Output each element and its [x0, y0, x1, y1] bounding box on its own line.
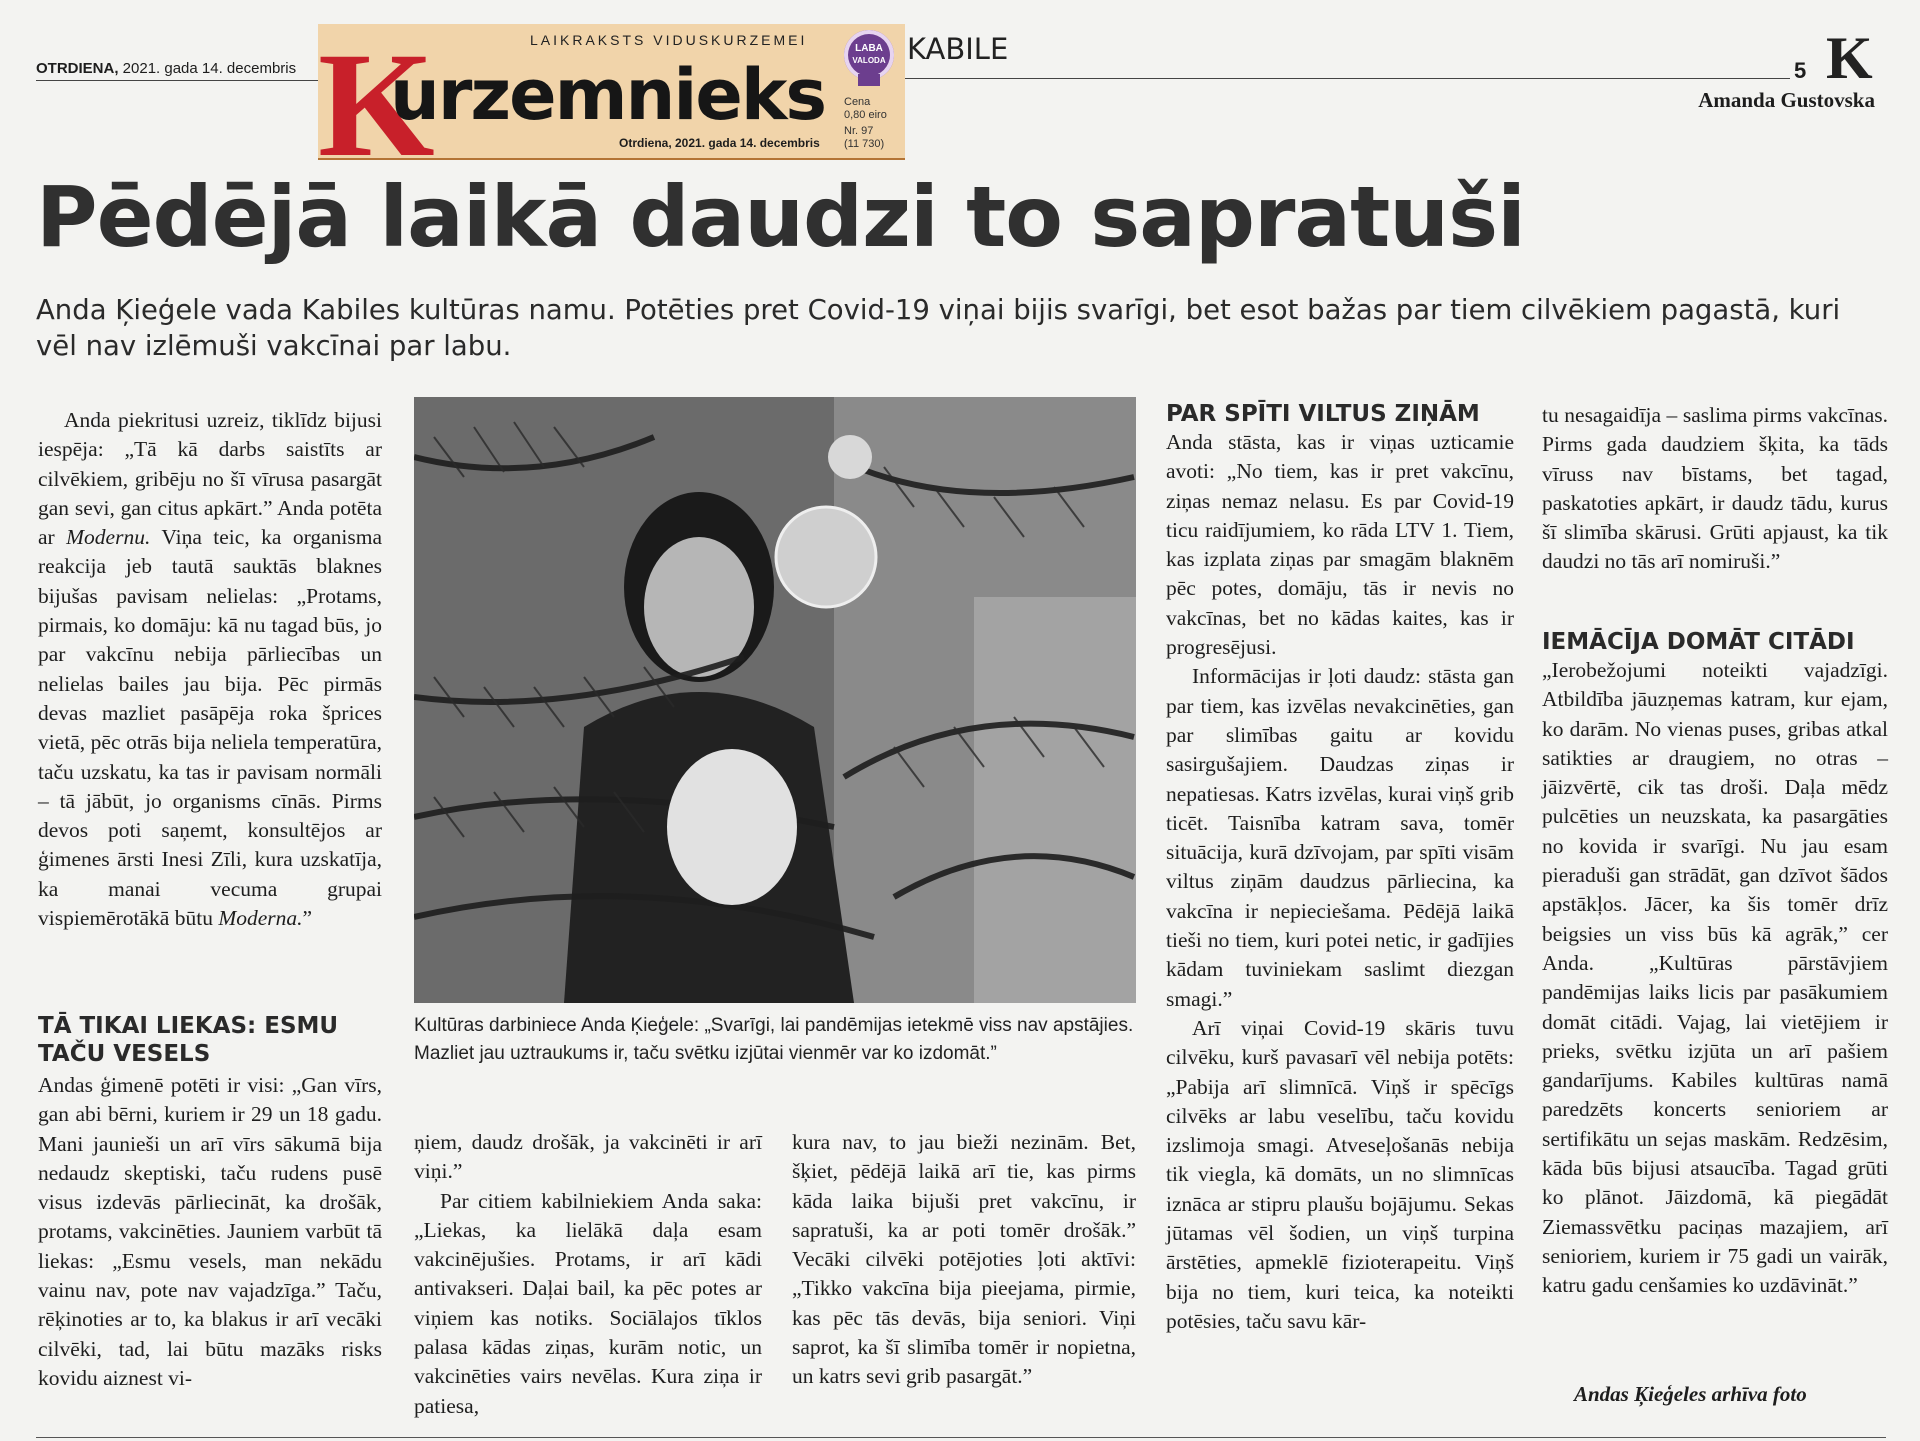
paragraph: Par citiem kabilniekiem Anda saka: „Liekas, ka lielākā daļa esam vakcinējušies. Protams, ir arī kādi antivakseri. Daļai bail, ka pēc potes ar viņiem kas notiks. Sociālajos tīklos palasa kādas ziņas, kurām notic, un vakcinēties vairs nevēlas. Kura ziņa ir patiesa, — [414, 1188, 762, 1418]
paragraph: Andas ģimenē potēti ir visi: „Gan vīrs, gan abi bērni, kuriem ir 29 un 18 gadu. Mani jaunieši un arī vīrs sākumā bija nedaudz skeptiski, taču rudens pusē visus izdevās pārliecināt, ka drošāk, protams, vakcinēties. Jauniem varbūt tā liekas: „Esmu vesels, man nekādu vainu nav, pote nav vajadzīga.” Taču, rēķinoties ar to, ka blakus ir arī vecāki cilvēki, tad, lai būtu mazāks risks kovidu aiznest vi- — [38, 1073, 382, 1390]
article-column-2 — [414, 1128, 762, 1421]
photo-illustration — [414, 397, 1136, 1003]
article-column-1b — [38, 1071, 382, 1393]
paragraph: Anda piekritusi uzreiz, tiklīdz bijusi iespēja: „Tā kā darbs saistīts ar cilvēkiem, gribēju no šī vīrusa pasargāt gan sevi, gan citus apkārt.” Anda potēta ar Modernu. Viņa teic, ka organisma reakcija jeb tautā sauktās blaknes bijušas pavisam nelielas: „Protams, pirmais, ko domāju: kā nu tagad būs, jo par vakcīnu nebija pārliecības un nelielas bailes jau bija. Pēc pirmās devas mazliet pasāpēja roka šprices vietā, pēc otrās bija neliela temperatūra, taču uzskatu, ka tas ir pavisam normāli – tā jābūt, jo organisms cīnās. Pirms devos poti saņemt, konsultējos ar ģimenes ārsti Inesi Zīli, kura uzskatīja, ka manai vecuma grupai vispiemērotākā būtu Moderna.” — [38, 408, 382, 931]
paragraph: Informācijas ir ļoti daudz: stāsta gan par tiem, kas izvēlas nevakcinēties, gan par slimības gaitu ar kovidu sasirgušajiem. Daudzas ziņas ir nepatiesas. Katrs izvēlas, kurai viņš grib ticēt. Taisnība katram sava, tomēr situācija, kurā dzīvojam, par spīti visām viltus ziņām daudzus pārliecina, ka vakcīna ir nepieciešama. Pēdējā laikā tieši no tiem, kuri potei netic, ir gadījies kādam tuviniekam saslimt diezgan smagi.” — [1166, 664, 1514, 1011]
article-column-4 — [1166, 428, 1514, 1336]
subheading: PAR SPĪTI VILTUS ZIŅĀM — [1166, 401, 1480, 427]
issue-date: OTRDIENA, 2021. gada 14. decembris — [36, 60, 297, 77]
masthead-k-logo: K — [318, 22, 429, 188]
article-column-1 — [38, 406, 382, 933]
header-rule-right — [905, 78, 1790, 79]
header-rule-left — [36, 80, 318, 81]
masthead-price: Cena 0,80 eiro Nr. 97 (11 730) — [844, 96, 887, 150]
paragraph: „Ierobežojumi noteikti vajadzīgi. Atbildība jāuzņemas katram, kur ejam, ko darām. No vienas puses, gribas atkal satikties ar draugiem, no otras – jāizvērtē, cik tas droši. Daļa mēdz pulcēties un neuzskata, ka pasargāties no kovida ir svarīgi. Nu jau esam pieraduši gan strādāt, gan dzīvot šādos apstākļos. Jācer, ka šis tomēr drīz beigsies un viss būs kā agrāk,” cer Anda. „Kultūras pārstāvjiem pandēmijas laiks licis par pasākumiem domāt citādi. Vajag, lai vietējiem ir prieks, svētku izjūta un arī pašiem gandarījums. Kabiles kultūras namā paredzēts koncerts senioriem ar sertifikātu un sejas maskām. Redzēsim, kāda būs bijusi atsaucība. Tagad grūti ko plānot. Jāizdomā, kā piegādāt Ziemassvētku paciņas mazajiem, arī senioriem, kuriem ir 75 gadi un vairāk, katru gadu cenšamies ko uzdāvināt.” — [1542, 658, 1888, 1298]
article-author: Amanda Gustovska — [1698, 88, 1875, 112]
article-headline: Pēdējā laikā daudzi to sapratuši — [36, 168, 1525, 266]
k-logo-icon: K — [1826, 25, 1873, 91]
footer-rule — [36, 1437, 1886, 1438]
photo-credit: Andas Ķieģeles arhīva foto — [1574, 1382, 1807, 1406]
page-number: 5 — [1794, 58, 1807, 83]
article-lead: Anda Ķieģele vada Kabiles kultūras namu. Potēties pret Covid-19 viņai bijis svarīgi, bet esot bažas par tiem cilvēkiem pagastā, kuri vēl nav izlēmuši vakcīnai par labu. — [36, 294, 1841, 362]
article-column-5 — [1542, 401, 1888, 577]
photo-caption: Kultūras darbiniece Anda Ķieģele: „Svarīgi, lai pandēmijas ietekmē viss nav apstājies. Mazliet jau uztraukums ir, taču svētku izjūtai vienmēr var ko izdomāt.” — [414, 1015, 1134, 1064]
masthead-date: Otrdiena, 2021. gada 14. decembris — [619, 136, 820, 150]
laba-valoda-badge-icon: LABA VALODA — [844, 30, 894, 80]
subheading: IEMĀCĪJA DOMĀT CITĀDI — [1542, 629, 1855, 655]
article-photo — [414, 397, 1136, 1003]
subheading: TĀ TIKAI LIEKAS: ESMU TAČU VESELS — [38, 1013, 339, 1067]
masthead-title: urzemnieks — [390, 54, 826, 136]
paragraph: kura nav, to jau bieži nezinām. Bet, šķiet, pēdējā laikā arī tie, kas pirms kāda laika bijuši pret vakcīnu, ir sapratuši, ka ar poti tomēr drošāk.” Vecāki cilvēki potējoties ļoti aktīvi: „Tikko vakcīna bija pieejama, pirmie, kas pēc tās devās, bija seniori. Viņi saprot, ka šī slimība tomēr ir nopietna, un katrs sevi grib pasargāt.” — [792, 1130, 1136, 1389]
article-column-5b — [1542, 656, 1888, 1301]
article-column-3 — [792, 1128, 1136, 1392]
paragraph: Arī viņai Covid-19 skāris tuvu cilvēku, kurš pavasarī vēl nebija potēts: „Pabija arī slimnīcā. Viņš ir spēcīgs cilvēks ar labu veselību, taču kovidu izslimoja smagi. Atveseļošanās nebija tik viegla, kā domāts, un no slimnīcas iznāca ar stipru plaušu bojājumu. Sekas jūtamas vēl šodien, un viņš turpina ārstēties, apmeklē fizioterapeitu. Viņš bija no tiem, kuri teica, ka noteikti potēsies, taču savu kār- — [1166, 1015, 1514, 1333]
masthead-tagline: LAIKRAKSTS VIDUSKURZEMEI — [530, 32, 808, 48]
paragraph: ņiem, daudz drošāk, ja vakcinēti ir arī viņi.” — [414, 1130, 762, 1184]
paragraph: Anda stāsta, kas ir viņas uzticamie avoti: „No tiem, kas ir pret vakcīnu, ziņas nemaz nelasu. Es par Covid-19 ticu raidījumiem, ko rāda LTV 1. Tiem, kas izplata ziņas par smagām blaknēm pēc potes, domāju, tās ir nevis no vakcīnas, bet no kādas kaites, kas ir progresējusi. — [1166, 430, 1514, 660]
section-label: KABILE — [907, 32, 1009, 66]
badge-ribbon — [858, 74, 880, 86]
paragraph: tu nesagaidīja – saslima pirms vakcīnas. Pirms gada daudziem šķita, ka tāds vīruss nav bīstams, bet tagad, paskatoties apkārt, ir daudz tādu, kurus šī slimība skārusi. Grūti apjaust, ka tik daudzi no tās arī nomiruši.” — [1542, 403, 1888, 574]
newspaper-masthead — [318, 22, 905, 188]
